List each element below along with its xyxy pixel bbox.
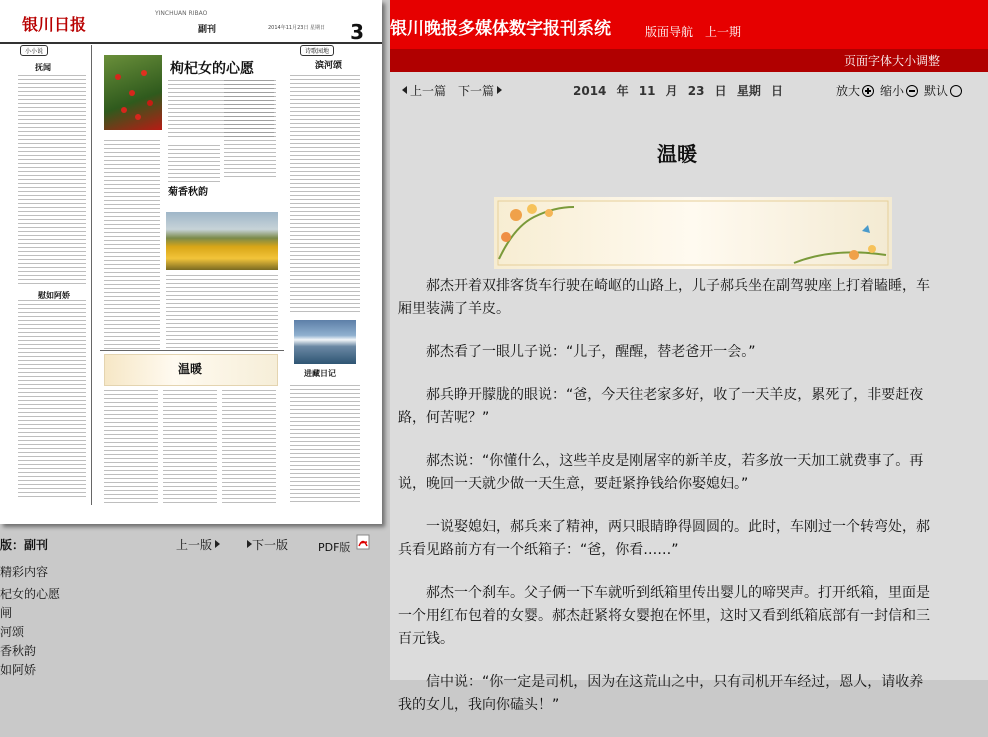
newspaper-top-line: YINCHUAN RIBAO — [155, 10, 208, 17]
sub-header-bar — [390, 49, 988, 72]
newspaper-page-thumbnail[interactable] — [0, 0, 382, 524]
article-viewer — [390, 72, 988, 713]
text-main-a — [104, 140, 160, 350]
prev-issue-link[interactable]: 上一期 — [705, 25, 742, 39]
article-paragraph: 一说娶媳妇，郝兵来了精神，两只眼睛睁得圆圆的。此时，车刚过一个转弯处，郝兵看见路前方有一个纸箱子：“爸，你看……” — [398, 519, 930, 558]
toc-item[interactable]: 河颂 — [0, 625, 25, 639]
article-title: 温暖 — [657, 142, 697, 166]
minus-circle-icon — [906, 85, 918, 97]
headline-left-2[interactable]: 慰如阿娇 — [38, 290, 70, 300]
page-tag-right: 诗歌园地 — [300, 45, 334, 56]
headline-diary[interactable]: 进藏日记 — [304, 368, 336, 378]
zoom-in-button[interactable]: 放大 — [836, 82, 874, 99]
article-paragraph: 郝杰说：“你懂什么，这些羊皮是刚屠宰的新羊皮，若多放一天加工就费事了。再说，晚回一天就少做一天生意，要赶紧挣钱给你娶媳妇。” — [398, 453, 924, 492]
newspaper-page-number: 3 — [350, 20, 364, 44]
text-main-b — [168, 145, 220, 185]
next-article-link[interactable]: 下一篇 — [458, 82, 502, 99]
text-right-2 — [290, 385, 360, 505]
edition-bar — [0, 534, 390, 554]
goji-berry-image — [104, 55, 162, 130]
article-paragraph: 郝杰看了一眼儿子说：“儿子，醒醒，替老爸开一会。” — [426, 344, 756, 360]
plus-circle-icon — [862, 85, 874, 97]
mountain-lake-image — [294, 320, 356, 364]
text-warm-c — [222, 390, 276, 505]
prev-edition-link[interactable]: 上一版 — [176, 536, 220, 553]
system-title: 银川晚报多媒体数字报刊系统 — [390, 19, 611, 39]
text-right-1 — [290, 75, 360, 315]
prev-article-link[interactable]: 上一篇 — [402, 82, 446, 99]
toc-list — [0, 585, 60, 680]
headline-chrysanthemum[interactable]: 菊香秋韵 — [168, 187, 208, 198]
newspaper-panel — [0, 0, 390, 680]
column-divider — [91, 45, 92, 505]
article-body — [398, 275, 934, 737]
article-paragraph: 郝杰开着双排客货车行驶在崎岖的山路上，儿子郝兵坐在副驾驶座上打着瞌睡，车厢里装满了羊皮。 — [398, 278, 930, 317]
text-main-c — [224, 80, 276, 180]
text-warm-a — [104, 390, 158, 505]
goji-berry-illustration — [104, 55, 162, 130]
pdf-link[interactable]: PDF版 — [318, 541, 351, 554]
layout-nav-link[interactable]: 版面导航 — [645, 25, 694, 39]
newspaper-edition-name: 副刊 — [198, 25, 217, 35]
toc-item[interactable]: 如阿娇 — [0, 663, 37, 677]
newspaper-dateline: 2014年11月23日 星期日 — [268, 25, 326, 31]
page-tag-left: 小小说 — [20, 45, 48, 56]
text-chrysanthemum — [166, 275, 278, 350]
newspaper-masthead — [0, 0, 382, 44]
zoom-default-button[interactable]: 默认 — [924, 82, 962, 99]
text-column-left-1 — [18, 75, 86, 285]
headline-warm[interactable]: 温暖 — [178, 362, 203, 376]
toc-item[interactable]: 闸 — [0, 606, 13, 620]
block-divider — [100, 350, 284, 351]
toc-item[interactable]: 杞女的心愿 — [0, 587, 61, 601]
article-paragraph: 郝兵睁开朦胧的眼说：“爸，今天往老家多好，收了一天羊皮，累死了，非要赶夜路，何苦呢？” — [398, 387, 924, 426]
text-column-left-2 — [18, 300, 86, 500]
header-bar — [390, 0, 988, 49]
headline-main[interactable]: 枸杞女的心愿 — [170, 61, 254, 77]
arrow-right-icon — [497, 86, 502, 94]
zoom-out-button[interactable]: 缩小 — [880, 82, 918, 99]
floral-border-illustration — [494, 197, 892, 269]
arrow-right-icon — [215, 540, 220, 548]
chrysanthemum-image — [166, 212, 278, 270]
headline-river[interactable]: 滨河颂 — [315, 61, 343, 71]
toc-item[interactable]: 香秋韵 — [0, 644, 37, 658]
decorative-banner — [494, 197, 892, 269]
circle-icon — [950, 85, 962, 97]
article-paragraph: 郝杰一个刹车。父子俩一下车就听到纸箱里传出婴儿的啼哭声。打开纸箱，里面是一个用红布包着的女婴。郝杰赶紧将女婴抱在怀里，这时又看到纸箱底部有一封信和三百元钱。 — [398, 585, 930, 647]
issue-date: 2014 年 11 月 23 日 星期 日 — [573, 84, 784, 98]
text-warm-b — [163, 390, 217, 505]
font-size-adjust-label: 页面字体大小调整 — [843, 54, 940, 68]
headline-left-1[interactable]: 抚闻 — [35, 62, 51, 72]
pdf-icon[interactable] — [356, 534, 370, 550]
edition-label: 版：副刊 — [0, 538, 49, 552]
toc-title: 精彩内容 — [0, 565, 49, 579]
arrow-left-icon — [402, 86, 407, 94]
next-edition-link[interactable]: 下一版 — [244, 536, 288, 553]
newspaper-logo: 银川日报 — [22, 15, 87, 34]
article-paragraph: 信中说：“你一定是司机，因为在这荒山之中，只有司机开车经过，恩人，请收养我的女儿，我向你磕头！” — [398, 674, 924, 713]
